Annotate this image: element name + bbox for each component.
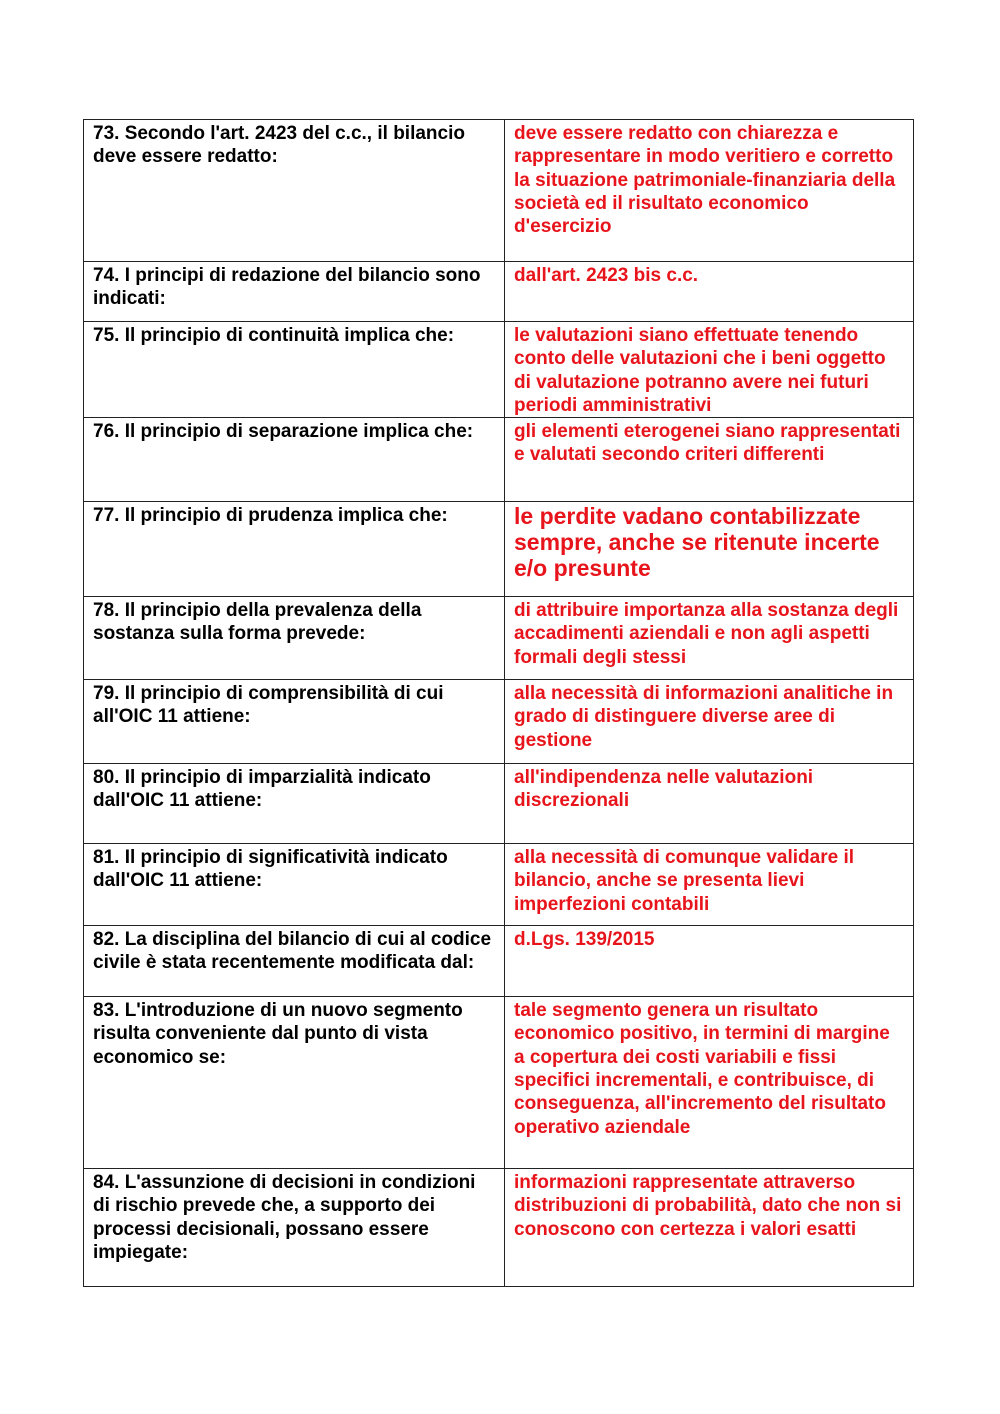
- answer-cell: di attribuire importanza alla sostanza degli accadimenti aziendali e non agli aspetti formali degli stessi: [505, 597, 914, 680]
- table-row: [84, 680, 914, 764]
- question-cell: 84. L'assunzione di decisioni in condizioni di rischio prevede che, a supporto dei processi decisionali, possano essere impiegate:: [84, 1169, 505, 1287]
- table-row: [84, 926, 914, 997]
- table-row: [84, 597, 914, 680]
- table-row: [84, 120, 914, 262]
- answer-cell: deve essere redatto con chiarezza e rappresentare in modo veritiero e corretto la situazione patrimoniale-finanziaria della società ed il risultato economico d'esercizio: [505, 120, 914, 262]
- question-cell: 80. Il principio di imparzialità indicato dall'OIC 11 attiene:: [84, 764, 505, 844]
- question-cell: 83. L'introduzione di un nuovo segmento risulta conveniente dal punto di vista economico se:: [84, 997, 505, 1169]
- question-cell: 82. La disciplina del bilancio di cui al codice civile è stata recentemente modificata dal:: [84, 926, 505, 997]
- answer-cell: d.Lgs. 139/2015: [505, 926, 914, 997]
- table-row: [84, 322, 914, 418]
- table-row: [84, 764, 914, 844]
- question-cell: 74. I principi di redazione del bilancio sono indicati:: [84, 262, 505, 322]
- answer-cell: alla necessità di informazioni analitiche in grado di distinguere diverse aree di gestione: [505, 680, 914, 764]
- answer-cell: dall'art. 2423 bis c.c.: [505, 262, 914, 322]
- table-row: [84, 502, 914, 597]
- answer-cell: le valutazioni siano effettuate tenendo conto delle valutazioni che i beni oggetto di valutazione potranno avere nei futuri periodi amministrativi: [505, 322, 914, 418]
- table-row: [84, 418, 914, 502]
- question-cell: 79. Il principio di comprensibilità di cui all'OIC 11 attiene:: [84, 680, 505, 764]
- answer-cell: gli elementi eterogenei siano rappresentati e valutati secondo criteri differenti: [505, 418, 914, 502]
- answer-cell: alla necessità di comunque validare il bilancio, anche se presenta lievi imperfezioni contabili: [505, 844, 914, 926]
- table-row: [84, 262, 914, 322]
- question-cell: 77. Il principio di prudenza implica che:: [84, 502, 505, 597]
- question-cell: 75. Il principio di continuità implica che:: [84, 322, 505, 418]
- question-cell: 73. Secondo l'art. 2423 del c.c., il bilancio deve essere redatto:: [84, 120, 505, 262]
- answer-cell: informazioni rappresentate attraverso distribuzioni di probabilità, dato che non si conoscono con certezza i valori esatti: [505, 1169, 914, 1287]
- answer-cell: le perdite vadano contabilizzate sempre, anche se ritenute incerte e/o presunte: [505, 502, 914, 597]
- answer-cell: tale segmento genera un risultato economico positivo, in termini di margine a copertura dei costi variabili e fissi specifici incrementali, e contribuisce, di conseguenza, all'incremento del risultato operativo aziendale: [505, 997, 914, 1169]
- table-row: [84, 1169, 914, 1287]
- question-cell: 81. Il principio di significatività indicato dall'OIC 11 attiene:: [84, 844, 505, 926]
- qa-table: [83, 119, 914, 1287]
- answer-cell: all'indipendenza nelle valutazioni discrezionali: [505, 764, 914, 844]
- question-cell: 76. Il principio di separazione implica che:: [84, 418, 505, 502]
- question-cell: 78. Il principio della prevalenza della sostanza sulla forma prevede:: [84, 597, 505, 680]
- table-row: [84, 997, 914, 1169]
- table-row: [84, 844, 914, 926]
